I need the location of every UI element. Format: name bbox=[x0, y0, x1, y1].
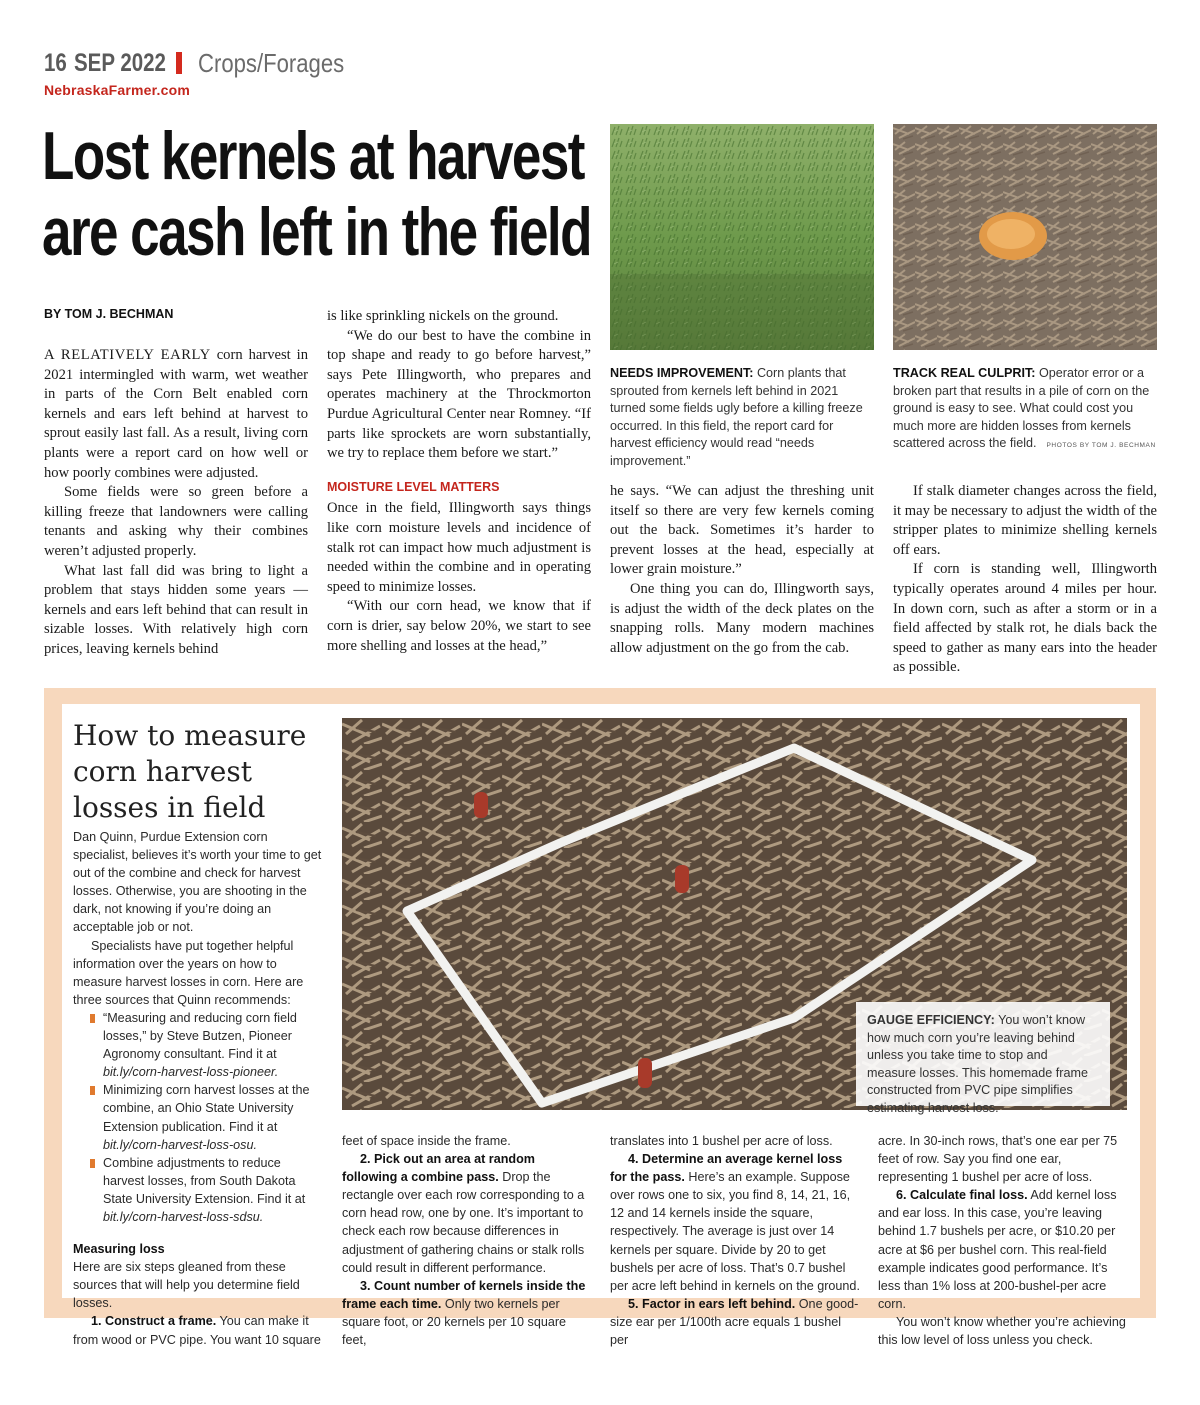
source-item: Combine adjustments to reduce harvest losses, from South Dakota State University Extension. Find it at bit.ly/corn-harvest-loss-sdsu. bbox=[103, 1154, 323, 1226]
measuring-loss-heading: Measuring loss bbox=[73, 1242, 165, 1257]
subhead: MOISTURE LEVEL MATTERS bbox=[327, 479, 500, 494]
caption-text: You won’t know how much corn you’re leaving behind unless you take time to stop and measure losses. This homemade frame constructed from PVC pipe simplifies estimating harvest loss. bbox=[867, 1013, 1088, 1115]
paragraph: Some fields were so green before a killing freeze that landowners were calling tenants and asking why their combines weren’t adjusted properly. bbox=[44, 484, 308, 559]
article-column-2 bbox=[327, 307, 591, 656]
website: NebraskaFarmer.com bbox=[44, 82, 191, 98]
sidebar-column-2 bbox=[342, 1132, 590, 1349]
paragraph: acre. In 30-inch rows, that’s one ear per 75 feet of row. Say you find one ear, representing 1 bushel per acre of loss. bbox=[878, 1134, 1118, 1185]
headline-line-1: Lost kernels at harvest bbox=[42, 118, 584, 194]
paragraph: translates into 1 bushel per acre of loss. bbox=[610, 1134, 833, 1148]
byline: BY TOM J. BECHMAN bbox=[44, 307, 174, 321]
lead-caps: A RELATIVELY EARLY bbox=[44, 347, 211, 363]
source-item: Minimizing corn harvest losses at the combine, an Ohio State University Extension publication. Find it at bit.ly/corn-harvest-loss-osu. bbox=[103, 1081, 323, 1153]
paragraph: If stalk diameter changes across the field, it may be necessary to adjust the width of the stripper plates to minimize shelling kernels off ears. bbox=[893, 483, 1157, 558]
article-column-1 bbox=[44, 346, 308, 660]
sprouted-corn-photo bbox=[610, 124, 874, 350]
paragraph: Once in the field, Illingworth says things like corn moisture levels and incidence of stalk rot can impact how much adjustment is needed within the combine and in operating speed to minimize losses. bbox=[327, 500, 591, 595]
sidebar-column-3 bbox=[610, 1132, 860, 1349]
source-link: bit.ly/corn-harvest-loss-pioneer. bbox=[103, 1065, 279, 1080]
step-6: 6. Calculate final loss. Add kernel loss and ear loss. In this case, you’re leaving behind 1.7 bushels per acre, or $10.20 per acre at $6 per bushel corn. This real-field example indicates good performance. It’s less than 1% loss at 200-bushel-per acre corn. bbox=[878, 1188, 1117, 1311]
caption-label: GAUGE EFFICIENCY: bbox=[867, 1013, 995, 1027]
caption-label: NEEDS IMPROVEMENT: bbox=[610, 366, 754, 380]
issue-date: SEP 2022 bbox=[73, 48, 166, 77]
article-column-3 bbox=[610, 482, 874, 658]
source-link: bit.ly/corn-harvest-loss-sdsu. bbox=[103, 1209, 264, 1224]
paragraph: Here are six steps gleaned from these sources that will help you determine field losses. bbox=[73, 1260, 300, 1311]
caption-text: Corn plants that sprouted from kernels left behind in 2021 turned some fields ugly before a killing freeze occurred. In this field, the report card for harvest efficiency would read “needs improvement.” bbox=[610, 366, 863, 468]
sidebar-column-1 bbox=[73, 828, 323, 1349]
article-column-4 bbox=[893, 482, 1157, 678]
headline bbox=[42, 118, 591, 270]
step-3: 3. Count number of kernels inside the frame each time. Only two kernels per square foot, or 20 kernels per 10 square feet, bbox=[342, 1278, 586, 1348]
paragraph: What last fall did was bring to light a problem that stays hidden some years — kernels and ears left behind that can result in sizable losses. With relatively high corn prices, leaving kernels behind bbox=[44, 562, 308, 657]
source-link: bit.ly/corn-harvest-loss-osu. bbox=[103, 1137, 257, 1152]
sidebar-title: How to measure corn harvest losses in field bbox=[73, 719, 307, 824]
step-5: 5. Factor in ears left behind. One good-size ear per 1/100th acre equals 1 bushel per bbox=[610, 1296, 859, 1348]
paragraph: You won’t know whether you’re achieving this low level of loss unless you check. bbox=[878, 1314, 1126, 1348]
section-name: Crops/Forages bbox=[197, 47, 345, 78]
source-list bbox=[73, 1009, 323, 1226]
caption-text: Operator error or a broken part that results in a pile of corn on the ground is easy to see. What could cost you much more are hidden losses from kernels scattered across the field. bbox=[893, 366, 1150, 451]
paragraph: he says. “We can adjust the threshing unit itself so there are very few kernels coming out the back. Sometimes it’s harder to prevent losses at the head, especially at lower grain moisture.” bbox=[610, 483, 874, 578]
photo-credit: PHOTOS BY TOM J. BECHMAN bbox=[1046, 442, 1156, 450]
page-number: 16 bbox=[44, 48, 67, 77]
page-folio bbox=[44, 46, 370, 80]
folio-divider bbox=[176, 52, 182, 74]
paragraph: One thing you can do, Illingworth says, is adjust the width of the deck plates on the snapping rolls. Many modern machines allow adjustment on the go from the cab. bbox=[610, 580, 874, 656]
paragraph: Specialists have put together helpful information over the years on how to measure harvest losses in corn. Here are three sources that Quinn recommends: bbox=[73, 938, 304, 1007]
source-item: “Measuring and reducing corn field losses,” by Steve Butzen, Pioneer Agronomy consultant. Find it at bit.ly/corn-harvest-loss-pioneer. bbox=[103, 1009, 323, 1081]
pvc-frame-caption bbox=[856, 1002, 1110, 1115]
sidebar-column-4 bbox=[878, 1132, 1128, 1349]
step-4: 4. Determine an average kernel loss for the pass. Here’s an example. Suppose over rows one to six, you find 8, 14, 21, 16, 12 and 14 kernels inside the square, respectively. The average is just over 14 kernels per square. Divide by 20 to get bushels per acre of loss. That’s 0.7 bushel per acre left behind in kernels on the ground. bbox=[610, 1152, 860, 1293]
paragraph: “With our corn head, we know that if corn is drier, say below 20%, we start to see more shelling and losses at the head,” bbox=[327, 598, 591, 654]
paragraph: “We do our best to have the combine in top shape and ready to go before harvest,” says Pete Illingworth, who prepares and operates machinery at the Throckmorton Purdue Agricultural Center near Romney. “If parts like sprockets are worn substantially, we try to replace them before we start.” bbox=[327, 327, 591, 462]
paragraph: is like sprinkling nickels on the ground. bbox=[327, 308, 559, 324]
paragraph: corn harvest in 2021 intermingled with warm, wet weather in parts of the Corn Belt enabled corn kernels and ears left behind at harvest to sprout easily last fall. As a result, living corn plants were a report card on how well or how poorly combines were adjusted. bbox=[44, 347, 309, 481]
corn-pile-caption bbox=[893, 365, 1157, 455]
step-1: 1. Construct a frame. You can make it from wood or PVC pipe. You want 10 square bbox=[73, 1314, 321, 1347]
caption-label: TRACK REAL CULPRIT: bbox=[893, 366, 1036, 380]
paragraph: If corn is standing well, Illingworth typically operates around 4 miles per hour. In down corn, such as after a storm or in a field affected by stalk rot, he dials back the speed to gather as many ears into the header as possible. bbox=[893, 561, 1157, 676]
headline-line-2: are cash left in the field bbox=[42, 194, 591, 270]
corn-pile-photo bbox=[893, 124, 1157, 350]
step-2: 2. Pick out an area at random following a combine pass. Drop the rectangle over each row corresponding to a corn head row, one by one. It’s important to check each row because differences in adjustment of gathering chains or stalk rolls could result in different performance. bbox=[342, 1152, 585, 1275]
paragraph: Dan Quinn, Purdue Extension corn specialist, believes it’s worth your time to get out of the combine and check for harvest losses. Otherwise, you are shooting in the dark, not knowing if you’re doing an acceptable job or not. bbox=[73, 830, 322, 935]
paragraph: feet of space inside the frame. bbox=[342, 1134, 511, 1148]
sprouted-corn-caption bbox=[610, 365, 874, 471]
